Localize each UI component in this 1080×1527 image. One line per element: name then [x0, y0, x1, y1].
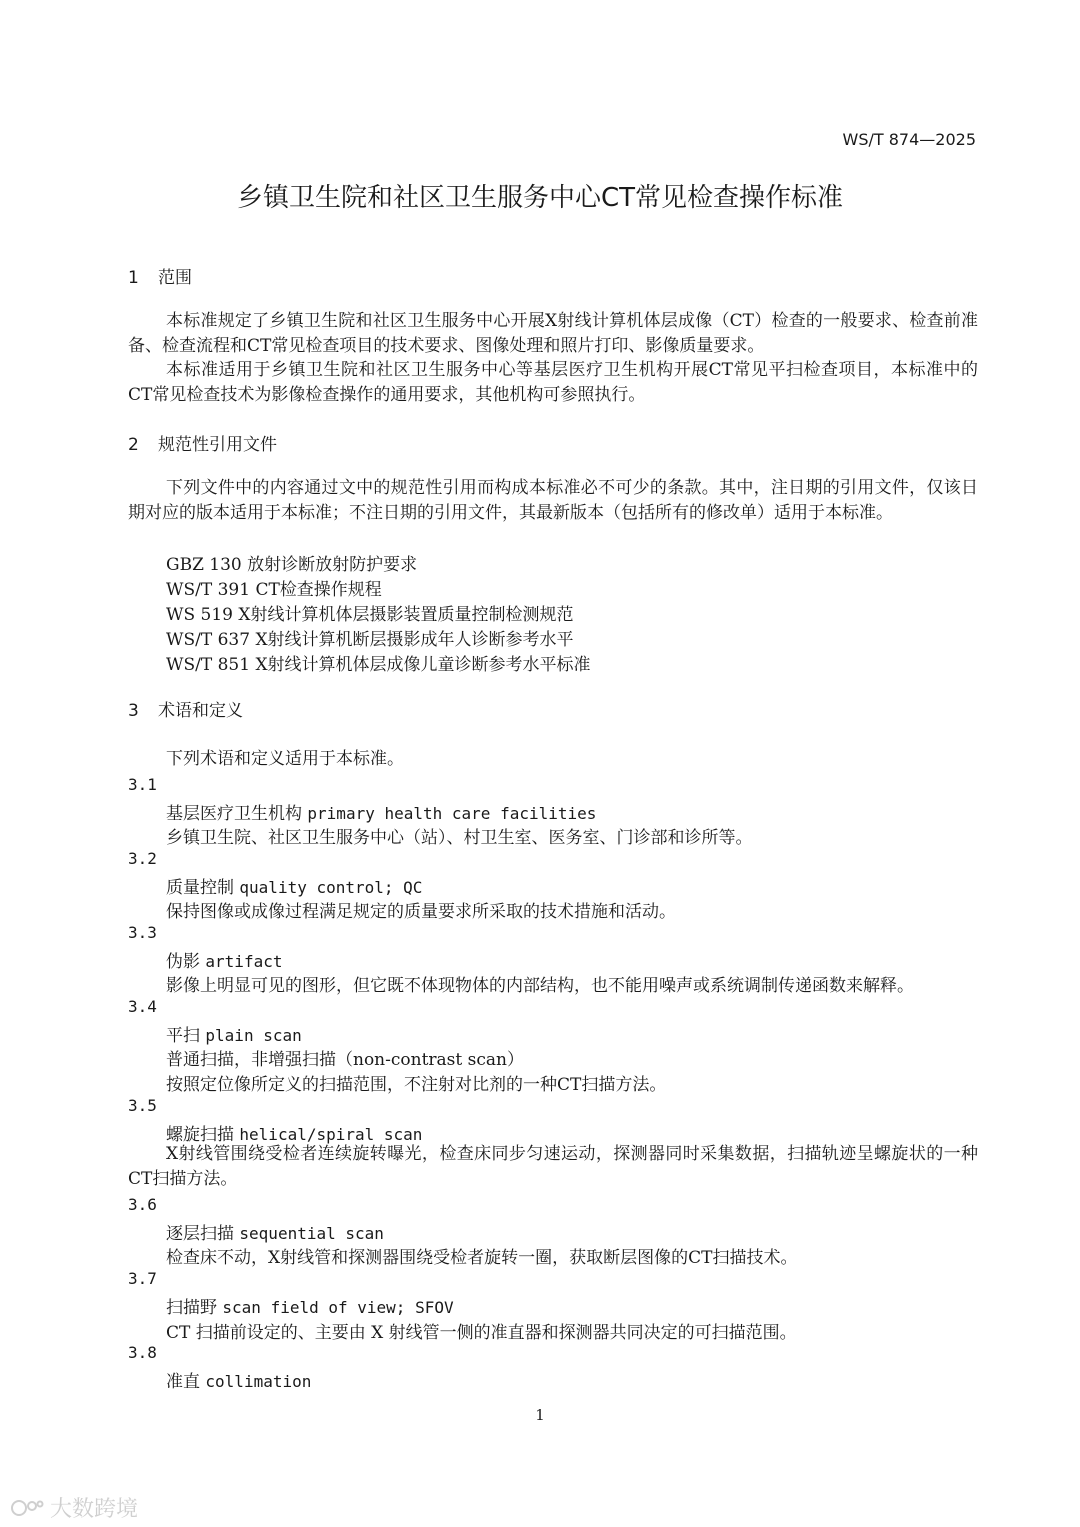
term-en: scan field of view; SFOV — [222, 1298, 454, 1317]
term-number: 3.8 — [128, 1343, 157, 1362]
term-en: primary health care facilities — [307, 804, 597, 823]
term-definition: 普通扫描，非增强扫描（non-contrast scan） — [166, 1050, 524, 1070]
section-number: 2 — [128, 435, 139, 455]
reference-item: WS/T 391 CT检查操作规程 — [166, 580, 382, 600]
section-number: 1 — [128, 268, 139, 288]
paragraph: 本标准适用于乡镇卫生院和社区卫生服务中心等基层医疗卫生机构开展CT常见平扫检查项目，本标准中的CT常见检查技术为影像检查操作的通用要求，其他机构可参照执行。 — [128, 360, 978, 405]
reference-item: GBZ 130 放射诊断放射防护要求 — [166, 555, 418, 575]
section-title: 规范性引用文件 — [158, 435, 277, 455]
term-number: 3.6 — [128, 1195, 157, 1214]
page-number: 1 — [535, 1406, 545, 1424]
reference-item: WS/T 637 X射线计算机断层摄影成年人诊断参考水平 — [166, 630, 574, 650]
term-number: 3.2 — [128, 849, 157, 868]
term-definition: 按照定位像所定义的扫描范围，不注射对比剂的一种CT扫描方法。 — [166, 1075, 667, 1095]
term-number: 3.7 — [128, 1269, 157, 1288]
term-en: collimation — [205, 1372, 312, 1391]
term-en: sequential scan — [239, 1224, 384, 1243]
term-number: 3.1 — [128, 775, 157, 794]
term-en: helical/spiral scan — [239, 1125, 423, 1144]
term-definition: 影像上明显可见的图形，但它既不体现物体的内部结构，也不能用噪声或系统调制传递函数来解释。 — [166, 976, 914, 996]
section-title: 范围 — [158, 268, 192, 288]
reference-item: WS 519 X射线计算机体层摄影装置质量控制检测规范 — [166, 605, 574, 625]
term-en: artifact — [205, 952, 283, 971]
section-number: 3 — [128, 701, 139, 721]
section-intro: 下列术语和定义适用于本标准。 — [166, 749, 404, 769]
watermark-text: 大数跨境 — [50, 1497, 139, 1522]
term-zh: 基层医疗卫生机构 — [166, 804, 302, 824]
section-heading-2 — [128, 430, 277, 455]
term-title — [166, 1293, 454, 1318]
term-zh: 螺旋扫描 — [166, 1125, 234, 1145]
term-title — [166, 799, 596, 824]
term-title — [166, 1367, 311, 1392]
term-en: quality control; QC — [239, 878, 423, 897]
reference-item: WS/T 851 X射线计算机体层成像儿童诊断参考水平标准 — [166, 655, 591, 675]
term-definition: CT 扫描前设定的、主要由 X 射线管一侧的准直器和探测器共同决定的可扫描范围。 — [166, 1323, 797, 1343]
section-heading-1 — [128, 263, 192, 288]
standard-code: WS/T 874—2025 — [842, 130, 976, 149]
term-definition: 乡镇卫生院、社区卫生服务中心（站）、村卫生室、医务室、门诊部和诊所等。 — [166, 828, 753, 848]
document-title: 乡镇卫生院和社区卫生服务中心CT常见检查操作标准 — [236, 183, 844, 213]
section-title: 术语和定义 — [158, 701, 243, 721]
section-heading-3 — [128, 696, 243, 721]
watermark — [10, 1492, 138, 1523]
term-title — [166, 947, 282, 972]
term-zh: 质量控制 — [166, 878, 234, 898]
term-definition: 保持图像或成像过程满足规定的质量要求所采取的技术措施和活动。 — [166, 902, 676, 922]
term-title — [166, 1021, 302, 1046]
term-number: 3.4 — [128, 997, 157, 1016]
term-definition: 检查床不动，X射线管和探测器围绕受检者旋转一圈，获取断层图像的CT扫描技术。 — [166, 1248, 798, 1268]
term-zh: 伪影 — [166, 952, 200, 972]
term-zh: 逐层扫描 — [166, 1224, 234, 1244]
term-en: plain scan — [205, 1026, 302, 1045]
term-title — [166, 873, 422, 898]
paragraph: 下列文件中的内容通过文中的规范性引用而构成本标准必不可少的条款。其中，注日期的引用文件，仅该日期对应的版本适用于本标准；不注日期的引用文件，其最新版本（包括所有的修改单）适用于本标准。 — [128, 478, 978, 523]
term-definition: X射线管围绕受检者连续旋转曝光，检查床同步匀速运动，探测器同时采集数据，扫描轨迹呈螺旋状的一种CT扫描方法。 — [128, 1144, 978, 1189]
term-number: 3.3 — [128, 923, 157, 942]
watermark-logo-icon — [10, 1497, 44, 1519]
term-title — [166, 1219, 384, 1244]
paragraph: 本标准规定了乡镇卫生院和社区卫生服务中心开展X射线计算机体层成像（CT）检查的一般要求、检查前准备、检查流程和CT常见检查项目的技术要求、图像处理和照片打印、影像质量要求。 — [128, 311, 978, 356]
term-zh: 准直 — [166, 1372, 200, 1392]
term-number: 3.5 — [128, 1096, 157, 1115]
term-zh: 平扫 — [166, 1026, 200, 1046]
term-zh: 扫描野 — [166, 1298, 217, 1318]
